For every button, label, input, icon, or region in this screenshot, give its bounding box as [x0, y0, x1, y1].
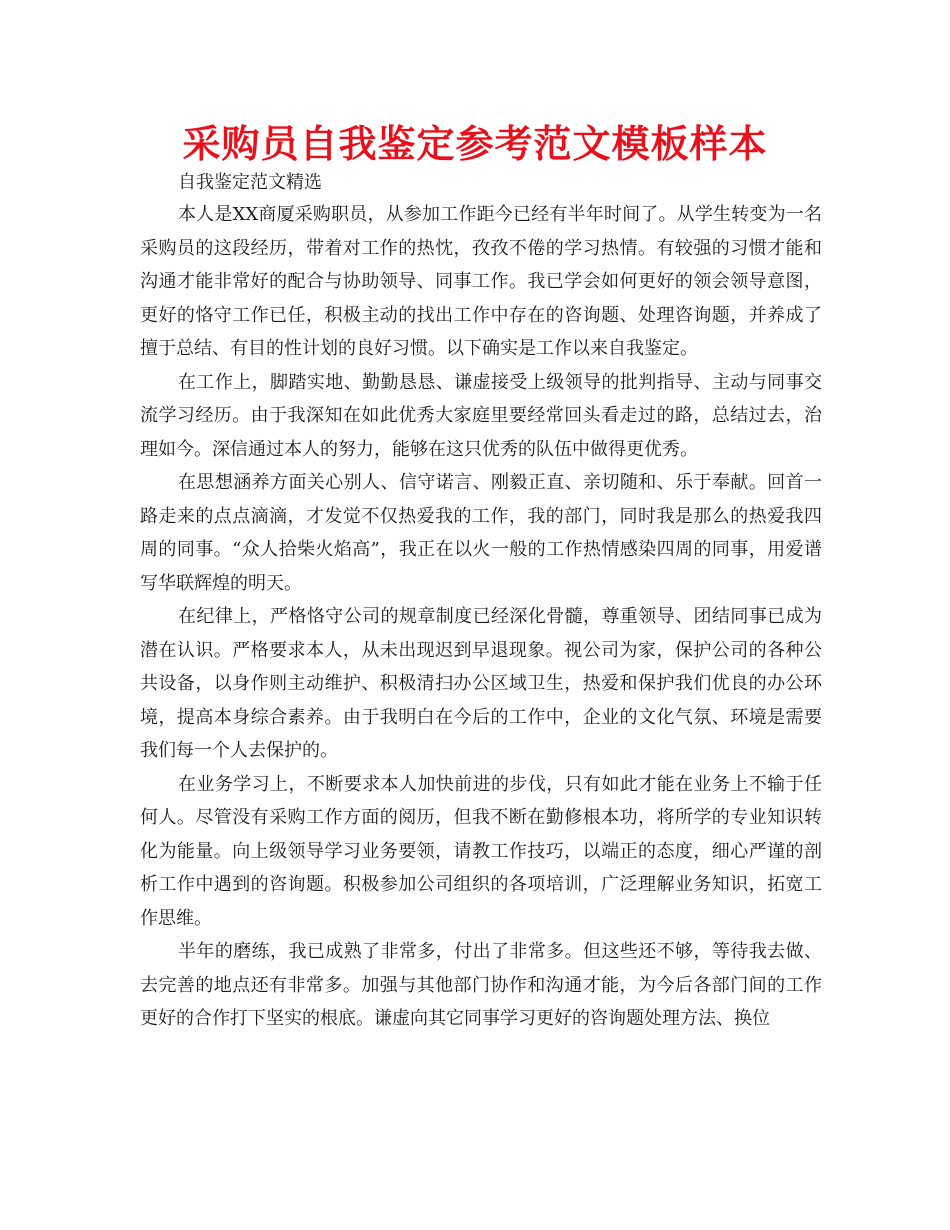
paragraph-work: 在工作上，脚踏实地、勤勤恳恳、谦虚接受上级领导的批判指导、主动与同事交流学习经历。由于我深知在如此优秀大家庭里要经常回头看走过的路，总结过去，治理如今。深信通过本人的努力，能够在这只优秀的队伍中做得更优秀。	[140, 371, 822, 460]
paragraph-study: 在业务学习上，不断要求本人加快前进的步伐，只有如此才能在业务上不输于任何人。尽管没有采购工作方面的阅历，但我不断在勤修根本功，将所学的专业知识转化为能量。向上级领导学习业务要领，请教工作技巧，以端正的态度，细心严谨的剖析工作中遇到的咨询题。积极参加公司组织的各项培训，广泛理解业务知识，拓宽工作思维。	[140, 773, 822, 929]
paragraph-intro: 本人是XX商厦采购职员，从参加工作距今已经有半年时间了。从学生转变为一名采购员的这段经历，带着对工作的热忱，孜孜不倦的学习热情。有较强的习惯才能和沟通才能非常好的配合与协助领导、同事工作。我已学会如何更好的领会领导意图，更好的恪守工作已任，积极主动的找出工作中存在的咨询题、处理咨询题，并养成了擅于总结、有目的性计划的良好习惯。以下确实是工作以来自我鉴定。	[140, 204, 822, 359]
paragraph-discipline: 在纪律上，严格恪守公司的规章制度已经深化骨髓，尊重领导、团结同事已成为潜在认识。严格要求本人，从未出现迟到早退现象。视公司为家，保护公司的各种公共设备，以身作则主动维护、积极清扫办公区域卫生，热爱和保护我们优良的办公环境，提高本身综合素养。由于我明白在今后的工作中，企业的文化气氛、环境是需要我们每一个人去保护的。	[140, 606, 822, 761]
document-body	[140, 198, 822, 1036]
paragraph-summary: 半年的磨练，我已成熟了非常多，付出了非常多。但这些还不够，等待我去做、去完善的地点还有非常多。加强与其他部门协作和沟通才能，为今后各部门间的工作更好的合作打下坚实的根底。谦虚向其它同事学习更好的咨询题处理方法、换位	[140, 941, 822, 1029]
document-title: 采购员自我鉴定参考范文模板样本	[182, 122, 768, 166]
document-subtitle: 自我鉴定范文精选	[178, 172, 322, 193]
paragraph-character: 在思想涵养方面关心别人、信守诺言、刚毅正直、亲切随和、乐于奉献。回首一路走来的点点滴滴，才发觉不仅热爱我的工作，我的部门，同时我是那么的热爱我四周的同事。“众人拾柴火焰高”，我正在以火一般的工作热情感染四周的同事，用爱谱写华联辉煌的明天。	[140, 472, 822, 594]
